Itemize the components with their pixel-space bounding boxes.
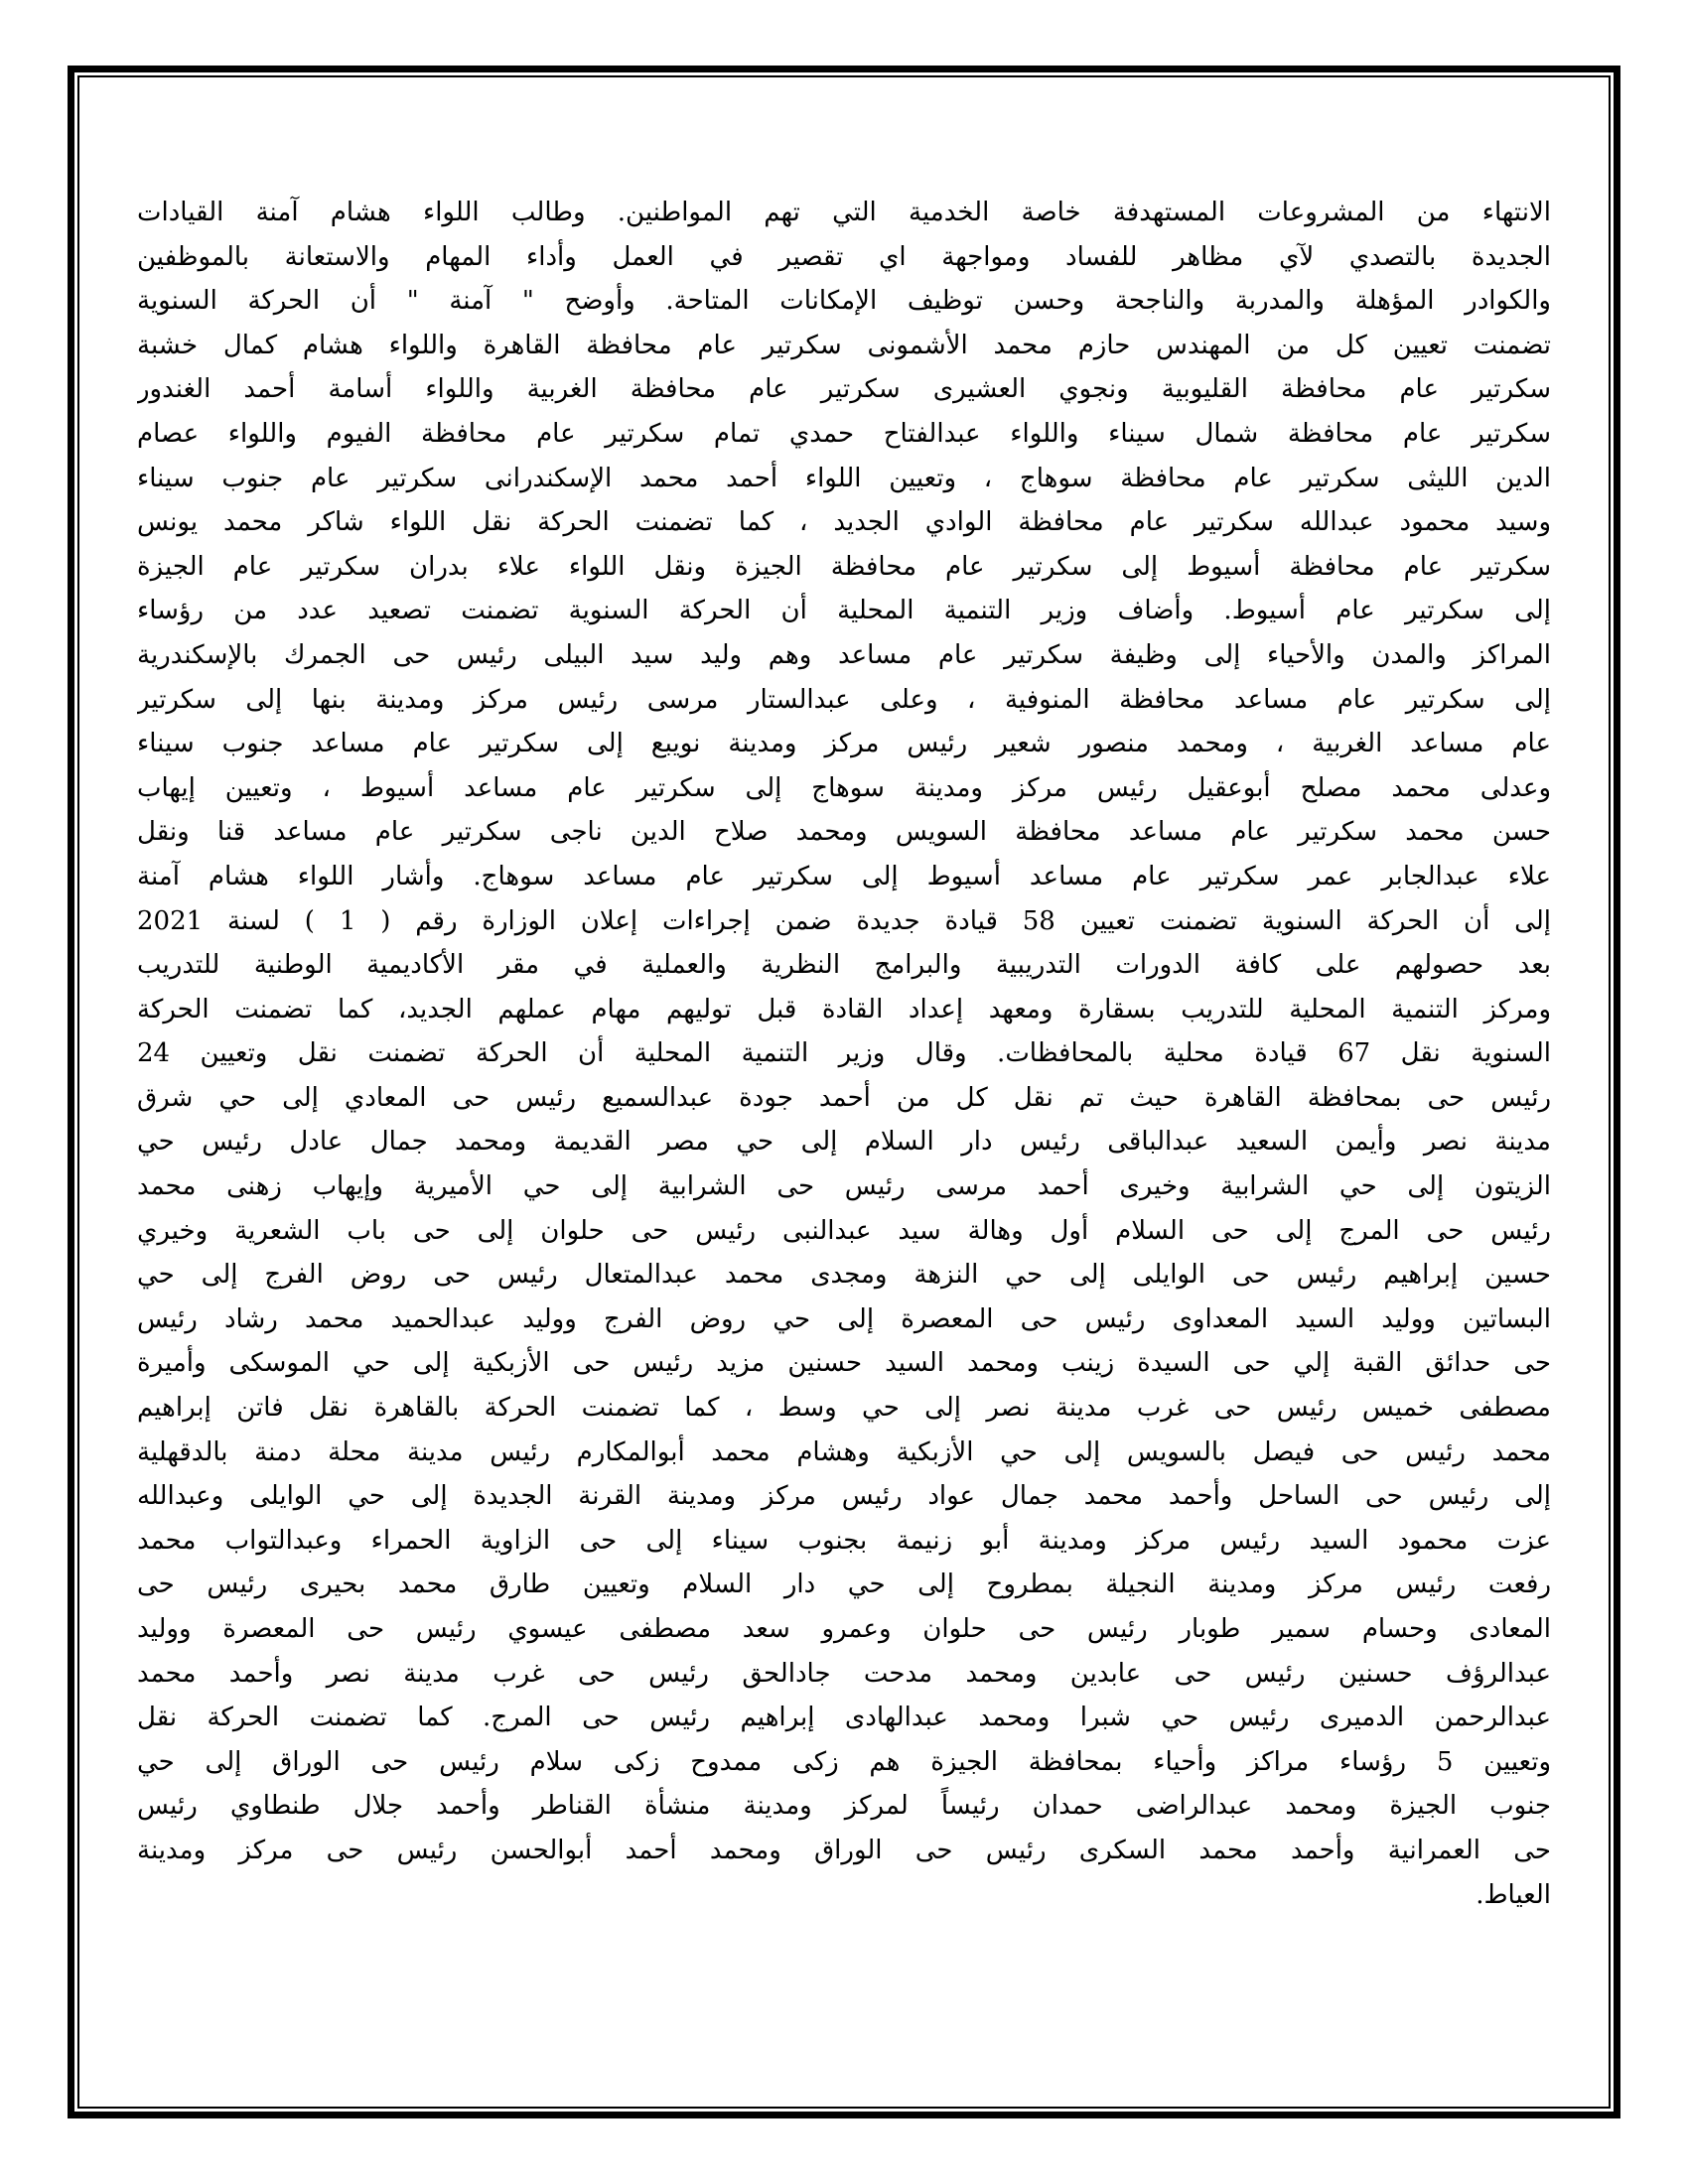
text-line: البساتين ووليد السيد المعداوى رئيس حى المعصرة إلى حي روض الفرج ووليد عبدالحميد محمد رشاد رئيس [137, 1303, 1551, 1334]
text-line: الدين الليثى سكرتير عام محافظة سوهاج ، وتعيين اللواء أحمد محمد الإسكندرانى سكرتير عام جنوب سيناء [137, 463, 1551, 493]
text-line: عبدالرحمن الدميرى رئيس حي شبرا ومحمد عبدالهادى إبراهيم رئيس حى المرج. كما تضمنت الحركة نقل [137, 1703, 1551, 1733]
text-line: حسن محمد سكرتير عام مساعد محافظة السويس ومحمد صلاح الدين ناجى سكرتير عام مساعد قنا ونقل [137, 817, 1551, 848]
text-line: السنوية نقل 67 قيادة محلية بالمحافظات. وقال وزير التنمية المحلية أن الحركة تضمنت نقل وتعيين 24 [137, 1038, 1551, 1069]
text-line: وعدلى محمد مصلح أبوعقيل رئيس مركز ومدينة سوهاج إلى سكرتير عام مساعد أسيوط ، وتعيين إيهاب [137, 772, 1551, 803]
text-line: إلى أن الحركة السنوية تضمنت تعيين 58 قيادة جديدة ضمن إجراءات إعلان الوزارة رقم ( 1 ) لسنة 2021 [137, 905, 1551, 936]
text-line: حى العمرانية وأحمد محمد السكرى رئيس حى الوراق ومحمد أحمد أبوالحسن رئيس حى مركز ومدينة [137, 1835, 1551, 1865]
text-line: المراكز والمدن والأحياء إلى وظيفة سكرتير عام مساعد وهم وليد سيد البيلى رئيس حى الجمرك بالإسكندرية [137, 639, 1551, 670]
text-line: رفعت رئيس مركز ومدينة النجيلة بمطروح إلى حي دار السلام وتعيين طارق محمد بحيرى رئيس حى [137, 1570, 1551, 1600]
article-text [79, 77, 1609, 1917]
text-line: العياط. [1476, 1879, 1551, 1910]
text-line: مدينة نصر وأيمن السعيد عبدالباقى رئيس دار السلام إلى حي مصر القديمة ومحمد جمال عادل رئيس حي [137, 1127, 1551, 1158]
text-line: سكرتير عام محافظة القليوبية ونجوي العشيرى سكرتير عام محافظة الغربية واللواء أسامة أحمد الغندور [137, 374, 1551, 405]
text-line: علاء عبدالجابر عمر سكرتير عام مساعد أسيوط إلى سكرتير عام مساعد سوهاج. وأشار اللواء هشام آمنة [137, 861, 1551, 891]
text-line: سكرتير عام محافظة أسيوط إلى سكرتير عام محافظة الجيزة ونقل اللواء علاء بدران سكرتير عام الجيزة [137, 551, 1551, 582]
text-line: محمد رئيس حى فيصل بالسويس إلى حي الأزبكية وهشام محمد أبوالمكارم رئيس مدينة محلة دمنة بالدقهلية [137, 1436, 1551, 1467]
text-line: وتعيين 5 رؤساء مراكز وأحياء بمحافظة الجيزة هم زكى ممدوح زكى سلام رئيس حى الوراق إلى حي [137, 1746, 1551, 1777]
text-line: إلى سكرتير عام أسيوط. وأضاف وزير التنمية المحلية أن الحركة السنوية تضمنت تصعيد عدد من رؤساء [137, 596, 1551, 626]
text-line: الجديدة بالتصدي لآي مظاهر للفساد ومواجهة اي تقصير في العمل وأداء المهام والاستعانة بالموظفين [137, 241, 1551, 272]
page-border-inner [77, 75, 1611, 2109]
text-line: حى حدائق القبة إلي حى السيدة زينب ومحمد السيد حسنين مزيد رئيس حى الأزبكية إلى حي الموسكى وأميرة [137, 1348, 1551, 1379]
text-line: عزت محمود السيد رئيس مركز ومدينة أبو زنيمة بجنوب سيناء إلى حى الزاوية الحمراء وعبدالتواب محمد [137, 1525, 1551, 1556]
text-line: الزيتون إلى حي الشرابية وخيرى أحمد مرسى رئيس حى الشرابية إلى حي الأميرية وإيهاب زهنى محمد [137, 1171, 1551, 1202]
text-line: بعد حصولهم على كافة الدورات التدريبية والبرامج النظرية والعملية في مقر الأكاديمية الوطنية للتدريب [137, 950, 1551, 981]
text-line: المعادى وحسام سمير طوبار رئيس حى حلوان وعمرو سعد مصطفى عيسوي رئيس حى المعصرة ووليد [137, 1614, 1551, 1644]
text-line: تضمنت تعيين كل من المهندس حازم محمد الأشمونى سكرتير عام محافظة القاهرة واللواء هشام كمال خشبة [137, 330, 1551, 360]
text-line: ومركز التنمية المحلية للتدريب بسقارة ومعهد إعداد القادة قبل توليهم مهام عملهم الجديد، كما تضمنت الحركة [137, 994, 1551, 1024]
text-line: عبدالرؤف حسنين رئيس حى عابدين ومحمد مدحت جادالحق رئيس حى غرب مدينة نصر وأحمد محمد [137, 1658, 1551, 1689]
text-line: إلى سكرتير عام مساعد محافظة المنوفية ، وعلى عبدالستار مرسى رئيس مركز ومدينة بنها إلى سكرتير [137, 684, 1551, 715]
text-line: إلى رئيس حى الساحل وأحمد محمد جمال عواد رئيس مركز ومدينة القرنة الجديدة إلى حي الوايلى وعبدالله [137, 1481, 1551, 1512]
text-line: رئيس حى بمحافظة القاهرة حيث تم نقل كل من أحمد جودة عبدالسميع رئيس حى المعادي إلى حي شرق [137, 1082, 1551, 1113]
text-line: مصطفى خميس رئيس حى غرب مدينة نصر إلى حي وسط ، كما تضمنت الحركة بالقاهرة نقل فاتن إبراهيم [137, 1393, 1551, 1424]
page-border-frame [68, 66, 1620, 2118]
text-line: عام مساعد الغربية ، ومحمد منصور شعير رئيس مركز ومدينة نويبع إلى سكرتير عام مساعد جنوب سيناء [137, 729, 1551, 759]
text-line: جنوب الجيزة ومحمد عبدالراضى حمدان رئيساً لمركز ومدينة منشأة القناطر وأحمد جلال طنطاوي رئيس [137, 1791, 1551, 1822]
text-line: وسيد محمود عبدالله سكرتير عام محافظة الوادي الجديد ، كما تضمنت الحركة نقل اللواء شاكر محمد يونس [137, 507, 1551, 538]
text-line: الانتهاء من المشروعات المستهدفة خاصة الخدمية التي تهم المواطنين. وطالب اللواء هشام آمنة القيادات [137, 198, 1551, 227]
text-line: حسين إبراهيم رئيس حى الوايلى إلى حي النزهة ومجدى محمد عبدالمتعال رئيس حى روض الفرج إلى حي [137, 1260, 1551, 1291]
text-line: والكوادر المؤهلة والمدربة والناجحة وحسن توظيف الإمكانات المتاحة. وأوضح " آمنة " أن الحركة السنوية [137, 286, 1551, 317]
text-line: سكرتير عام محافظة شمال سيناء واللواء عبدالفتاح حمدي تمام سكرتير عام محافظة الفيوم واللواء عصام [137, 418, 1551, 449]
text-line: رئيس حى المرج إلى حى السلام أول وهالة سيد عبدالنبى رئيس حى حلوان إلى حى باب الشعرية وخيري [137, 1215, 1551, 1246]
